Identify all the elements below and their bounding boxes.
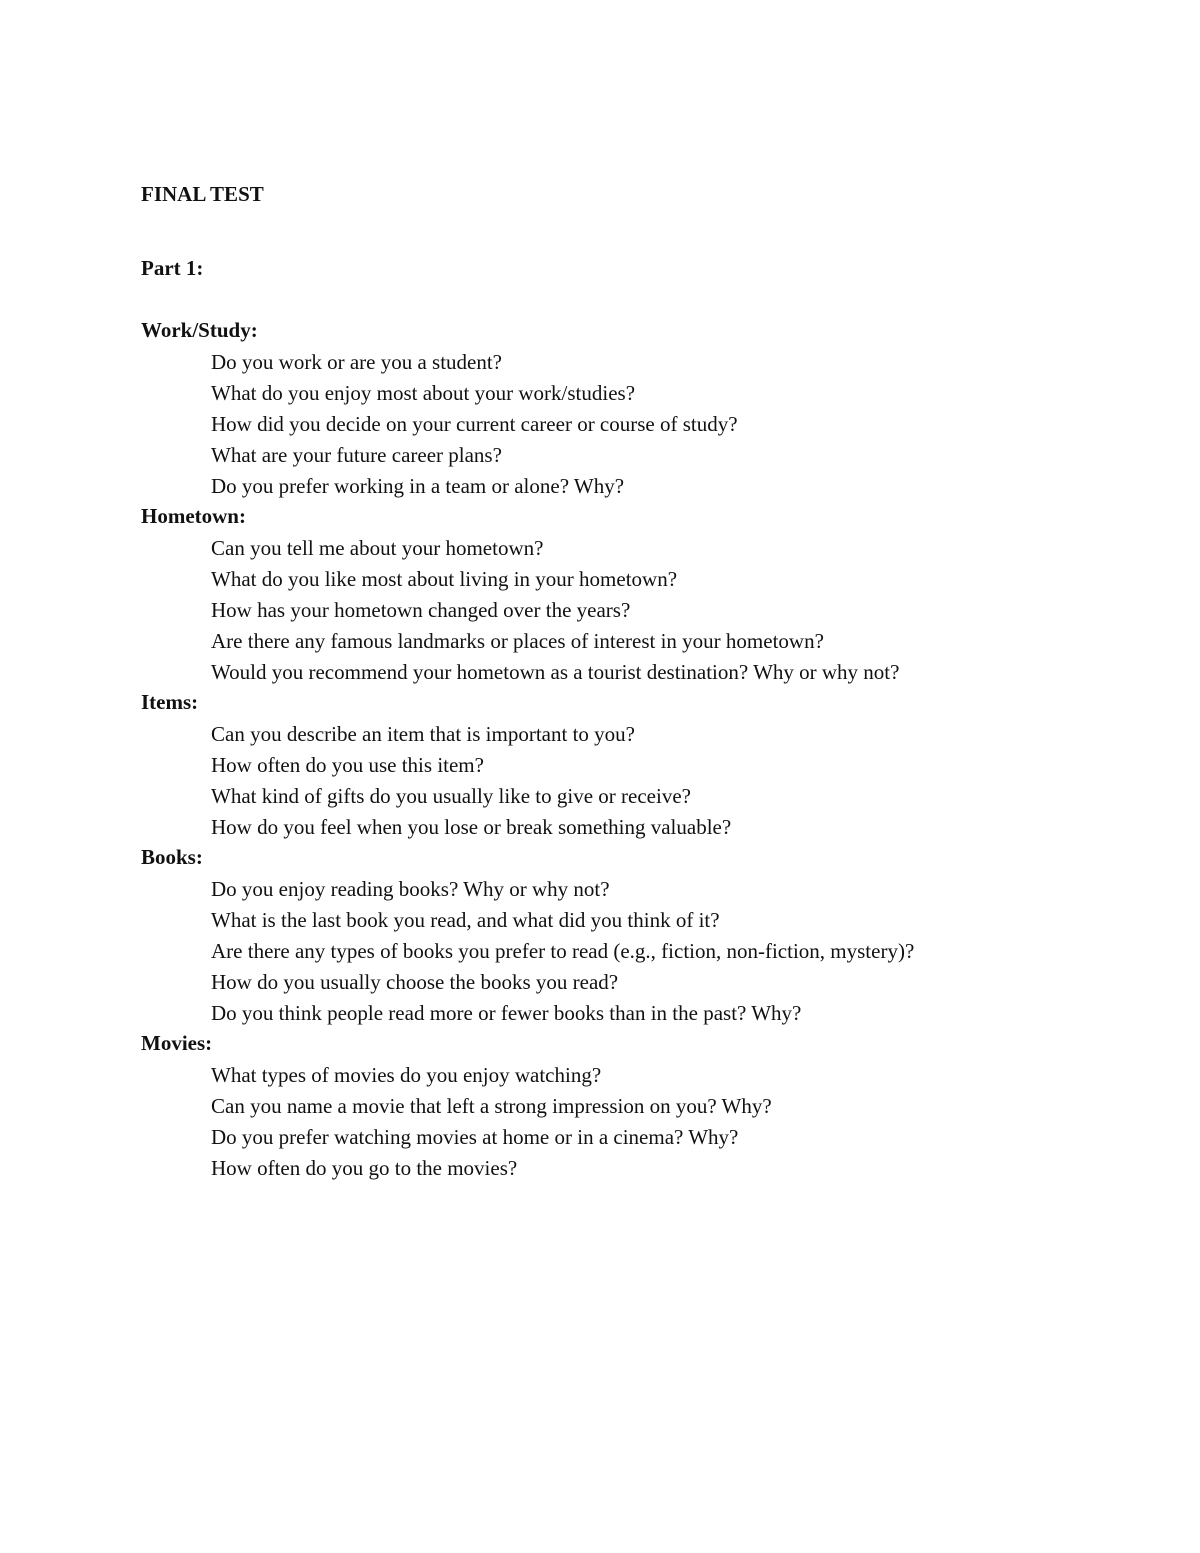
question-item: How often do you use this item?: [211, 753, 484, 777]
question-item: How often do you go to the movies?: [211, 1156, 518, 1180]
question-item: How did you decide on your current career or course of study?: [211, 412, 738, 436]
part-heading: Part 1:: [141, 256, 204, 280]
section-hometown: [141, 502, 1141, 688]
question-item: How do you feel when you lose or break something valuable?: [211, 815, 732, 839]
question-item: Can you name a movie that left a strong impression on you? Why?: [211, 1094, 772, 1118]
question-item: What kind of gifts do you usually like to give or receive?: [211, 784, 691, 808]
question-item: What do you like most about living in your hometown?: [211, 567, 678, 591]
document-title: FINAL TEST: [141, 182, 264, 206]
section-heading: Work/Study:: [141, 318, 258, 342]
section-heading: Hometown:: [141, 504, 246, 528]
question-item: What do you enjoy most about your work/studies?: [211, 381, 636, 405]
section-heading: Books:: [141, 845, 203, 869]
question-item: Are there any famous landmarks or places of interest in your hometown?: [211, 629, 824, 653]
question-item: Can you tell me about your hometown?: [211, 536, 544, 560]
question-item: What is the last book you read, and what did you think of it?: [211, 908, 720, 932]
question-item: Do you enjoy reading books? Why or why not?: [211, 877, 610, 901]
section-heading: Items:: [141, 690, 199, 714]
question-item: Would you recommend your hometown as a tourist destination? Why or why not?: [211, 660, 900, 684]
question-item: Do you prefer working in a team or alone? Why?: [211, 474, 625, 498]
question-sections: [141, 316, 1141, 1184]
question-item: How has your hometown changed over the years?: [211, 598, 631, 622]
section-items: [141, 688, 1141, 843]
question-list: [141, 347, 1141, 502]
question-item: Do you work or are you a student?: [211, 350, 503, 374]
question-list: [141, 719, 1141, 843]
question-list: [141, 533, 1141, 688]
section-heading: Movies:: [141, 1031, 213, 1055]
question-item: What are your future career plans?: [211, 443, 502, 467]
question-item: Can you describe an item that is important to you?: [211, 722, 635, 746]
question-item: Do you prefer watching movies at home or in a cinema? Why?: [211, 1125, 739, 1149]
question-item: Are there any types of books you prefer to read (e.g., fiction, non-fiction, mystery)?: [211, 939, 915, 963]
section-movies: [141, 1029, 1141, 1184]
section-books: [141, 843, 1141, 1029]
question-item: Do you think people read more or fewer books than in the past? Why?: [211, 1001, 802, 1025]
question-item: What types of movies do you enjoy watching?: [211, 1063, 602, 1087]
question-list: [141, 874, 1141, 1029]
question-list: [141, 1060, 1141, 1184]
section-work-study: [141, 316, 1141, 502]
question-item: How do you usually choose the books you read?: [211, 970, 619, 994]
